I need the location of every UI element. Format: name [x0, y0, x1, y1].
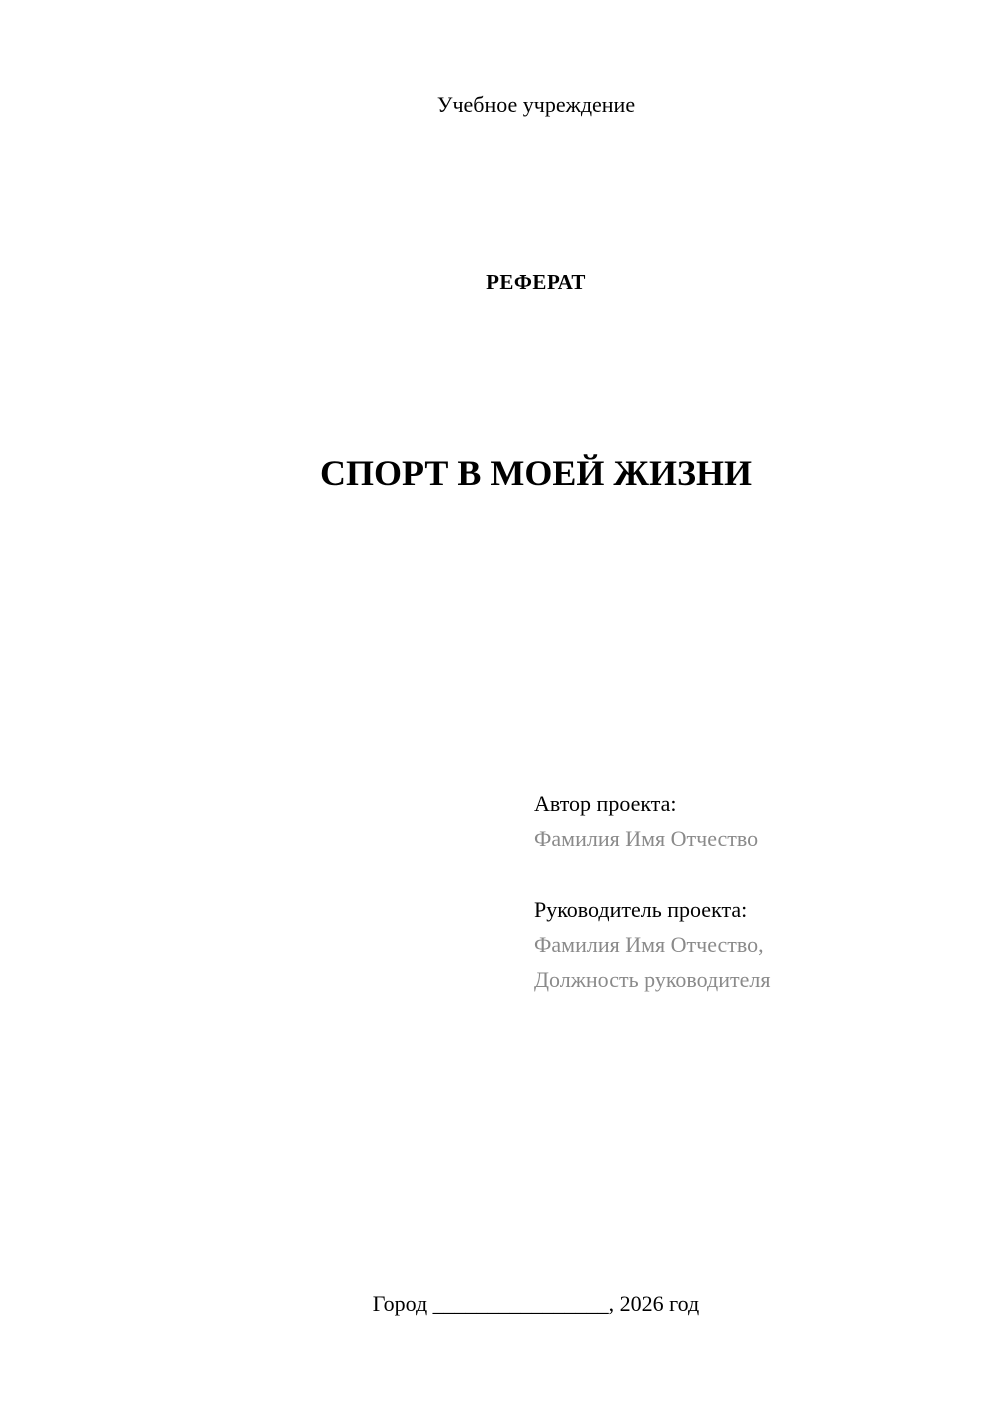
spacer: [534, 856, 974, 892]
institution-name: Учебное учреждение: [436, 92, 636, 117]
project-info-block: [534, 786, 974, 997]
supervisor-label: Руководитель проекта:: [534, 897, 748, 922]
city-year-line: Город ________________, 2026 год: [372, 1291, 700, 1316]
document-title: СПОРТ В МОЕЙ ЖИЗНИ: [319, 453, 753, 493]
supervisor-position: Должность руководителя: [534, 967, 771, 992]
supervisor-name: Фамилия Имя Отчество,: [534, 932, 764, 957]
author-name: Фамилия Имя Отчество: [534, 826, 759, 851]
document-type: РЕФЕРАТ: [486, 270, 586, 294]
author-label: Автор проекта:: [534, 791, 677, 816]
